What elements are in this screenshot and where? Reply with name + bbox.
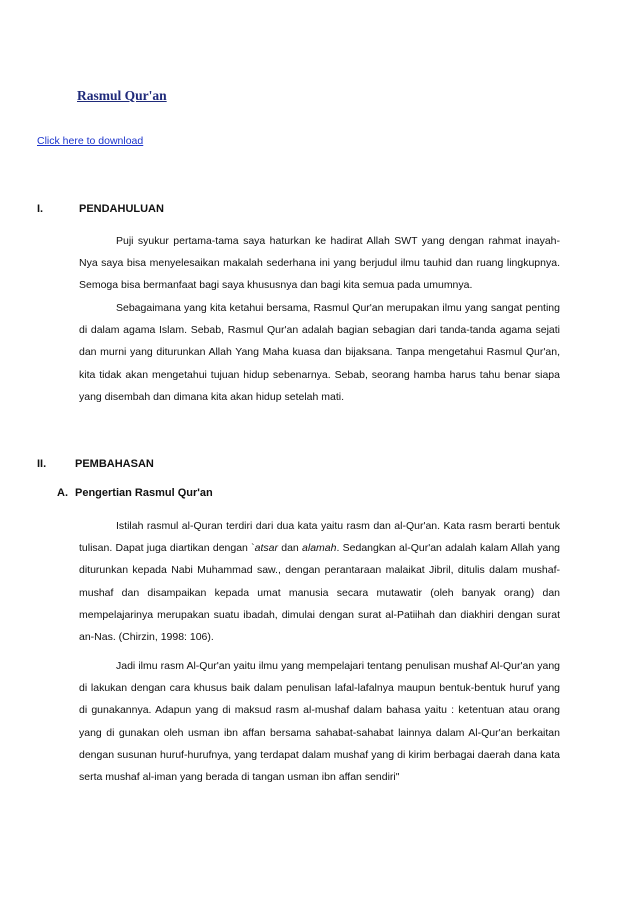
section-number: II.	[37, 458, 47, 470]
paragraph-text: Istilah rasmul al-Quran terdiri dari dua kata yaitu rasm dan al-Qur'an. Kata rasm berarti bentuk tulisan. Dapat juga diartikan dengan `	[79, 520, 560, 555]
paragraph-intro-2: Sebagaimana yang kita ketahui bersama, Rasmul Qur'an merupakan ilmu yang sangat penting di dalam agama Islam. Sebab, Rasmul Qur'an adalah bagian sebagian dari tanda-tanda agama sejati dan murni yang diturunkan Allah Yang Maha kuasa dan bijaksana. Tanpa mengetahui Rasmul Qur'an, kita tidak akan mengetahui tujuan hidup sebenarnya. Sebab, seorang hamba harus tahu benar siapa yang disembah dan dimana kita akan hidup setelah mati.	[79, 302, 560, 403]
section-title: PEMBAHASAN	[75, 458, 154, 470]
section-number: I.	[37, 203, 44, 215]
paragraph-text: dan	[278, 542, 303, 555]
paragraph-text: . Sedangkan al-Qur'an adalah kalam Allah yang diturunkan kepada Nabi Muhammad saw., dengan perantaraan malaikat Jibril, ditulis dalam mushaf-mushaf dan disampaikan kepada umat manusia secara mutawatir (oleh banyak orang) dan mempelajarinya merupakan suatu ibadah, dimulai dengan surat al-Patiihah dan diakhiri dengan surat an-Nas. (Chirzin, 1998: 106).	[79, 542, 561, 644]
subsection-title: Pengertian Rasmul Qur'an	[75, 487, 213, 499]
section-heading-pembahasan	[37, 458, 237, 474]
paragraph-intro-1: Puji syukur pertama-tama saya haturkan ke hadirat Allah SWT yang dengan rahmat inayah-Nya saya bisa menyelesaikan makalah sederhana ini yang berjudul ilmu tauhid dan ruang lingkupnya. Semoga bisa bermanfaat bagi saya khususnya dan bagi kita semua pada umumnya.	[79, 235, 560, 292]
download-link[interactable]: Click here to download	[37, 135, 144, 147]
section-heading-pendahuluan	[37, 203, 237, 219]
italic-term-alamah: alamah	[302, 542, 337, 555]
section-title: PENDAHULUAN	[79, 203, 164, 215]
paragraph-definition	[79, 515, 560, 648]
paragraph-ilmu-rasm: Jadi ilmu rasm Al-Qur'an yaitu ilmu yang mempelajari tentang penulisan mushaf Al-Qur'an yang di lakukan dengan cara khusus baik dalam penulisan lafal-lafalnya maupun bentuk-bentuk huruf yang di gunakannya. Adapun yang di maksud rasm al-mushaf dalam bahasa yaitu : ketentuan atau orang yang di gunakan oleh usman ibn affan bersama sahabat-sahabat lainnya dalam Al-Qur'an berkaitan dengan susunan huruf-hurufnya, yang terdapat dalam mushaf yang di kirim berbagai daerah dana kata serta mushaf al-iman yang berada di tangan usman ibn affan sendiri"	[79, 660, 560, 784]
document-title: Rasmul Qur'an	[77, 88, 167, 103]
italic-term-atsar: atsar	[254, 542, 278, 555]
subsection-number: A.	[57, 487, 68, 499]
subsection-heading	[57, 487, 213, 499]
